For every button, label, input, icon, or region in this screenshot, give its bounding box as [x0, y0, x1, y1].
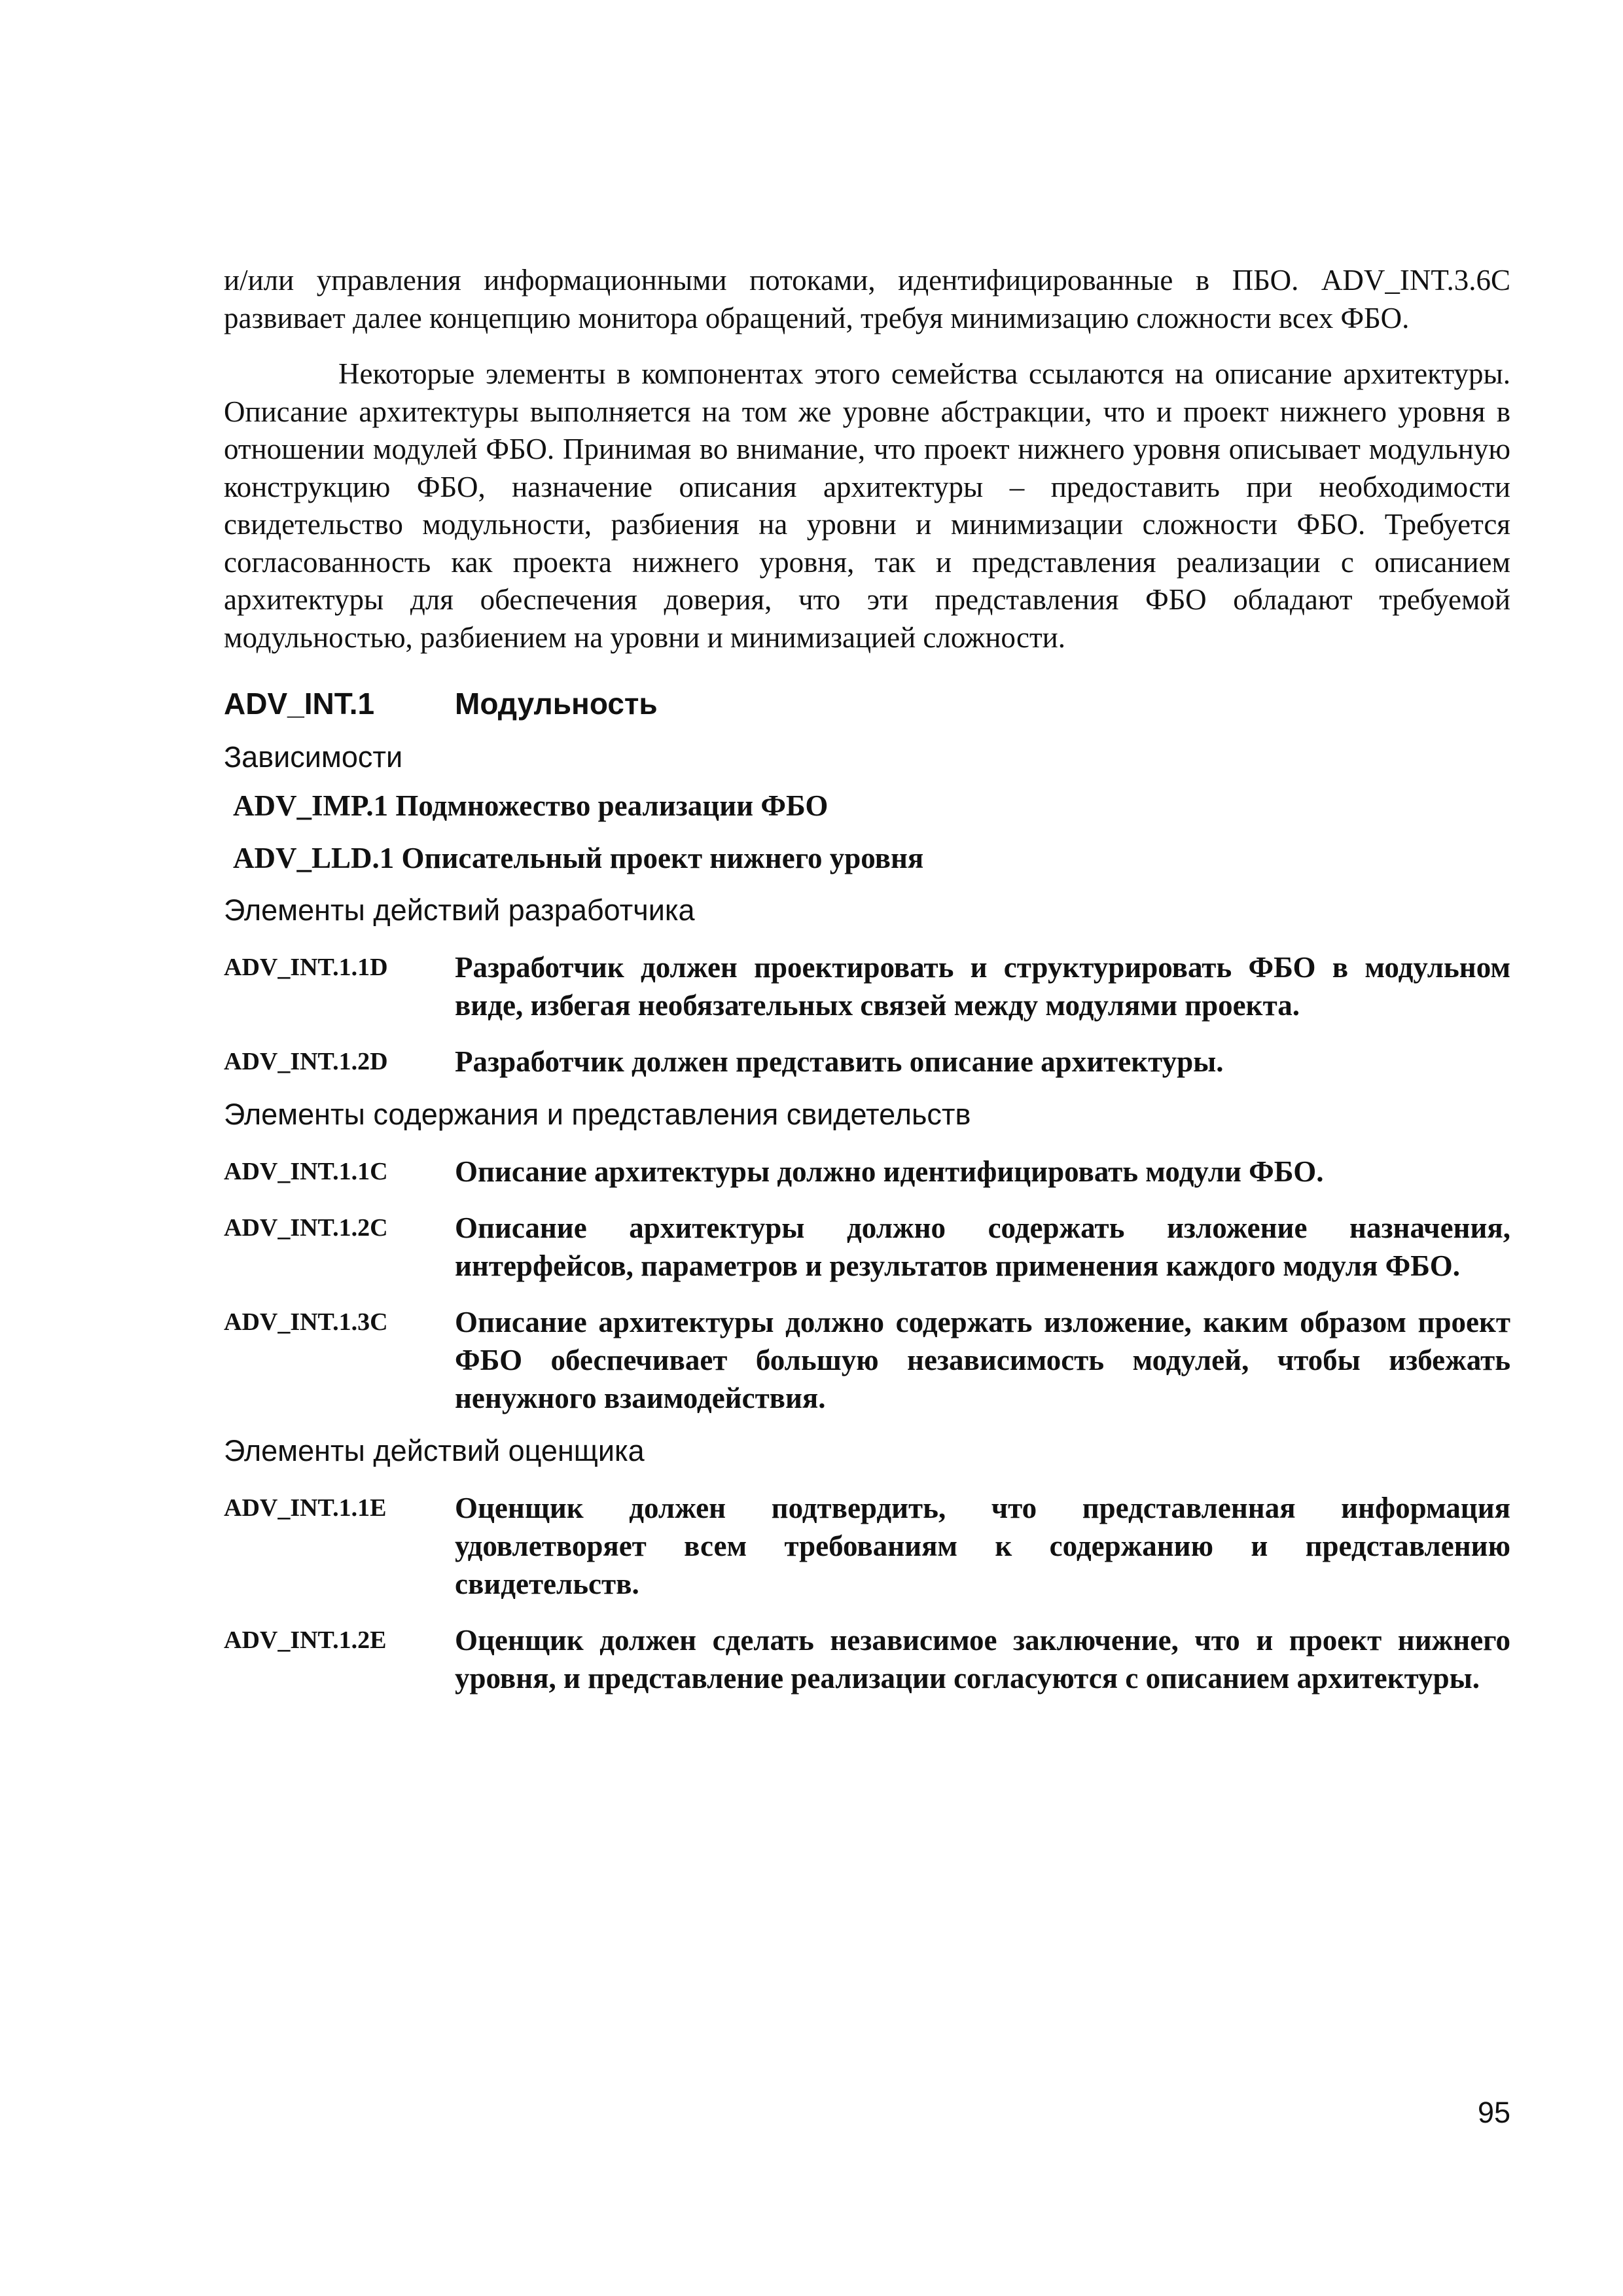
element-code: ADV_INT.1.2C: [224, 1214, 388, 1242]
dependencies-heading: Зависимости: [224, 740, 403, 774]
requirement-element: [224, 1209, 1510, 1285]
element-text: Описание архитектуры должно идентифицировать модули ФБО.: [455, 1155, 1324, 1188]
requirement-element: [224, 1043, 1510, 1081]
requirement-element: [224, 1303, 1510, 1417]
requirement-element: [224, 1153, 1510, 1191]
requirement-element: [224, 1621, 1510, 1697]
dependency-item: ADV_IMP.1 Подмножество реализации ФБО: [233, 789, 829, 822]
element-code: ADV_INT.1.1E: [224, 1494, 387, 1522]
dependency-item: ADV_LLD.1 Описательный проект нижнего уровня: [233, 842, 924, 874]
element-code: ADV_INT.1.3C: [224, 1308, 388, 1336]
element-code: ADV_INT.1.1D: [224, 954, 388, 981]
requirement-element: [224, 948, 1510, 1024]
component-title: Модульность: [455, 687, 658, 721]
component-heading: [224, 684, 1510, 723]
document-page: [224, 262, 1510, 1697]
page-number: 95: [1477, 2096, 1510, 2129]
evaluator-actions-heading: Элементы действий оценщика: [224, 1434, 645, 1467]
element-text: Описание архитектуры должно содержать изложение назначения, интерфейсов, параметров и результатов применения каждого модуля ФБО.: [455, 1211, 1510, 1282]
component-code: ADV_INT.1: [224, 687, 375, 721]
element-code: ADV_INT.1.1C: [224, 1158, 388, 1185]
intro-paragraph-continuation: и/или управления информационными потоками, идентифицированные в ПБО. ADV_INT.3.6C развивает далее концепцию монитора обращений, требуя минимизацию сложности всех ФБО.: [224, 264, 1510, 334]
element-text: Разработчик должен проектировать и структурировать ФБО в модульном виде, избегая необязательных связей между модулями проекта.: [455, 951, 1510, 1022]
element-text: Оценщик должен подтвердить, что представленная информация удовлетворяет всем требованиям к содержанию и представлению свидетельств.: [455, 1492, 1510, 1600]
developer-actions-heading: Элементы действий разработчика: [224, 893, 695, 927]
intro-paragraph-main: Некоторые элементы в компонентах этого семейства ссылаются на описание архитектуры. Описание архитектуры выполняется на том же уровне абстракции, что и проект нижнего уровня в отношении модулей ФБО. Принимая во внимание, что проект нижнего уровня описывает модульную конструкцию ФБО, назначение описания архитектуры – предоставить при необходимости свидетельство модульности, разбиения на уровни и минимизации сложности ФБО. Требуется согласованность как проекта нижнего уровня, так и представления реализации с описанием архитектуры для обеспечения доверия, что эти представления ФБО обладают требуемой модульностью, разбиением на уровни и минимизацией сложности.: [224, 357, 1510, 654]
element-code: ADV_INT.1.2D: [224, 1048, 388, 1075]
content-elements-heading: Элементы содержания и представления свидетельств: [224, 1098, 971, 1131]
element-code: ADV_INT.1.2E: [224, 1626, 387, 1654]
element-text: Описание архитектуры должно содержать изложение, каким образом проект ФБО обеспечивает большую независимость модулей, чтобы избежать ненужного взаимодействия.: [455, 1306, 1510, 1414]
element-text: Оценщик должен сделать независимое заключение, что и проект нижнего уровня, и представление реализации согласуются с описанием архитектуры.: [455, 1624, 1510, 1695]
requirement-element: [224, 1489, 1510, 1603]
element-text: Разработчик должен представить описание архитектуры.: [455, 1045, 1224, 1078]
